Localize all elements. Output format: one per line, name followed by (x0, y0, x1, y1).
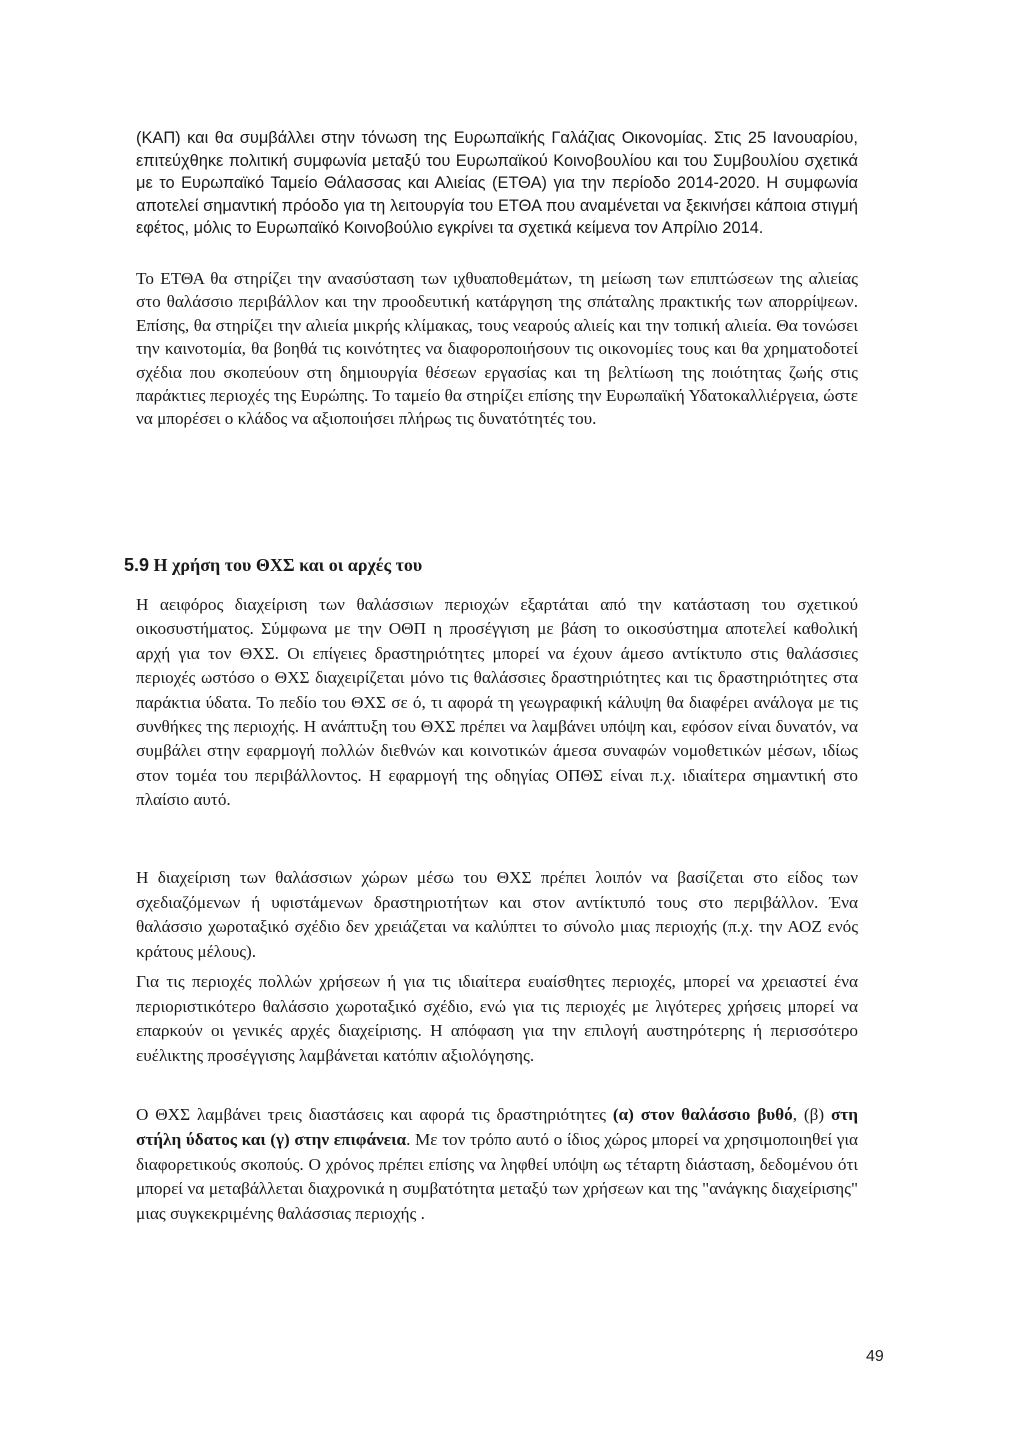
section-number: 5.9 (124, 555, 150, 575)
paragraph-emff-support: Το ΕΤΘΑ θα στηρίζει την ανασύσταση των ιχθυαποθεμάτων, τη μείωση των επιπτώσεων της αλιείας στο θαλάσσιο περιβάλλον και την προοδευτική κατάργηση της σπάταλης πρακτικής των απορρίψεων. Επίσης, θα στηρίζει την αλιεία μικρής κλίμακας, τους νεαρούς αλιείς και την τοπική αλιεία. Θα τονώσει την καινοτομία, θα βοηθά τις κοινότητες να διαφοροποιήσουν τις οικονομίες τους και θα χρηματοδοτεί σχέδια που σκοπεύουν στη δημιουργία θέσεων εργασίας και τη βελτίωση της ποιότητας ζωής στις παράκτιες περιοχές της Ευρώπης. Το ταμείο θα στηρίζει επίσης την Ευρωπαϊκή Υδατοκαλλιέργεια, ώστε να μπορέσει ο κλάδος να αξιοποιήσει πλήρως τις δυνατότητές του. (136, 269, 858, 429)
dimension-seabed: (α) στον θαλάσσιο βυθό (612, 1105, 793, 1124)
page-number: 49 (866, 1348, 884, 1365)
dimensions-intro: Ο ΘΧΣ λαμβάνει τρεις διαστάσεις και αφορά τις δραστηριότητες (136, 1105, 613, 1124)
dimension-water-column-surface: στη στήλη ύδατος και (γ) στην επιφάνεια (136, 1105, 858, 1149)
paragraph-space-management: Η διαχείριση των θαλάσσιων χώρων μέσω του ΘΧΣ πρέπει λοιπόν να βασίζεται στο είδος των σχεδιαζόμενων ή υφιστάμενων δραστηριοτήτων και στον αντίκτυπό τους στο περιβάλλον. Ένα θαλάσσιο χωροταξικό σχέδιο δεν χρειάζεται να καλύπτει το σύνολο μιας περιοχής (π.χ. την ΑΟΖ ενός κράτους μέλους). (136, 868, 858, 961)
paragraph-emff-agreement: (ΚΑΠ) και θα συμβάλλει στην τόνωση της Ευρωπαϊκής Γαλάζιας Οικονομίας. Στις 25 Ιανουαρίου, επιτεύχθηκε πολιτική συμφωνία μεταξύ του Ευρωπαϊκού Κοινοβουλίου και του Συμβουλίου σχετικά με το Ευρωπαϊκό Ταμείο Θάλασσας και Αλιείας (ΕΤΘΑ) για την περίοδο 2014-2020. Η συμφωνία αποτελεί σημαντική πρόοδο για τη λειτουργία του ΕΤΘΑ που αναμένεται να ξεκινήσει κάποια στιγμή εφέτος, μόλις το Ευρωπαϊκό Κοινοβούλιο εγκρίνει τα σχετικά κείμενα τον Απρίλιο 2014. (136, 129, 858, 238)
section-title: Η χρήση του ΘΧΣ και οι αρχές του (149, 555, 423, 575)
dimensions-rest: . Με τον τρόπο αυτό ο ίδιος χώρος μπορεί να χρησιμοποιηθεί για διαφορετικούς σκοπούς. Ο χρόνος πρέπει επίσης να ληφθεί υπόψη ως τέταρτη διάσταση, δεδομένου ότι μπορεί να μεταβάλλεται διαχρονικά η συμβατότητα μεταξύ των χρήσεων και της "ανάγκης διαχείρισης" μιας συγκεκριμένης θαλάσσιας περιοχής . (136, 1129, 859, 1224)
paragraph-three-dimensions (136, 1103, 858, 1227)
section-heading (124, 555, 422, 576)
dimensions-separator: , (β) (792, 1105, 831, 1124)
paragraph-multi-use-areas: Για τις περιοχές πολλών χρήσεων ή για τις ιδιαίτερα ευαίσθητες περιοχές, μπορεί να χρειαστεί ένα περιοριστικότερο θαλάσσιο χωροταξικό σχέδιο, ενώ για τις περιοχές με λιγότερες χρήσεις μπορεί να επαρκούν οι γενικές αρχές διαχείρισης. Η απόφαση για την επιλογή αυστηρότερης ή περισσότερο ευέλικτης προσέγγισης λαμβάνεται κατόπιν αξιολόγησης. (136, 972, 858, 1065)
paragraph-sustainable-management: Η αειφόρος διαχείριση των θαλάσσιων περιοχών εξαρτάται από την κατάσταση του σχετικού οικοσυστήματος. Σύμφωνα με την ΟΘΠ η προσέγγιση με βάση το οικοσύστημα αποτελεί καθολική αρχή για τον ΘΧΣ. Οι επίγειες δραστηριότητες μπορεί να έχουν άμεσο αντίκτυπο στις θαλάσσιες περιοχές ωστόσο ο ΘΧΣ διαχειρίζεται μόνο τις θαλάσσιες δραστηριότητες και τις δραστηριότητες στα παράκτια ύδατα. Το πεδίο του ΘΧΣ σε ό, τι αφορά τη γεωγραφική κάλυψη θα διαφέρει ανάλογα με τις συνθήκες της περιοχής. Η ανάπτυξη του ΘΧΣ πρέπει να λαμβάνει υπόψη και, εφόσον είναι δυνατόν, να συμβάλει στην εφαρμογή πολλών διεθνών και κοινοτικών άμεσα συναφών νομοθετικών μέσων, ιδίως στον τομέα του περιβάλλοντος. Η εφαρμογή της οδηγίας ΟΠΘΣ είναι π.χ. ιδιαίτερα σημαντική στο πλαίσιο αυτό. (136, 595, 858, 810)
